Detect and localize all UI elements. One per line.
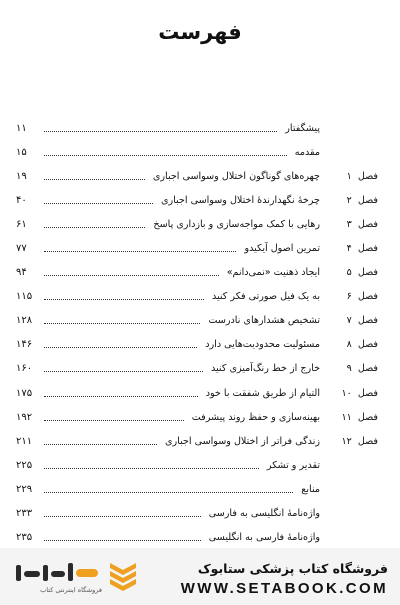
entry-title: مقدمه — [294, 146, 320, 158]
chapter-word: فصل — [357, 243, 378, 255]
page-number: ۱۷۵ — [16, 387, 33, 399]
page-number: ۴۰ — [16, 194, 27, 206]
toc-entry[interactable] — [16, 212, 378, 236]
chapter-label — [320, 171, 378, 182]
toc-entry[interactable] — [16, 140, 378, 164]
dot-leader — [44, 516, 201, 517]
dot-leader — [44, 444, 157, 445]
entry-title: مسئولیت محدودیت‌هایی دارد — [205, 339, 320, 351]
page-number: ۱۲۸ — [16, 315, 33, 327]
table-of-contents — [16, 116, 378, 550]
entry-title: واژه‌نامهٔ فارسی به انگلیسی — [208, 532, 320, 544]
chapter-number: ۶ — [346, 291, 352, 303]
entry-title: چهره‌های گوناگون اختلال وسواسی اجباری — [152, 170, 320, 182]
page-number: ۱۶۰ — [16, 363, 33, 375]
chapter-word: فصل — [357, 194, 378, 206]
entry-title: ایجاد ذهنیت «نمی‌دانم» — [226, 267, 320, 279]
footer-banner — [0, 548, 400, 605]
entry-title: رهایی با کمک مواجه‌سازی و بازداری پاسخ — [153, 218, 320, 230]
dot-leader — [44, 347, 197, 348]
dot-leader — [44, 275, 219, 276]
entry-title: چرخهٔ نگهدارندهٔ اختلال وسواسی اجباری — [160, 194, 320, 206]
page-number: ۱۱ — [16, 122, 27, 134]
chapter-number: ۱۱ — [341, 411, 352, 423]
toc-entry[interactable] — [16, 502, 378, 526]
dot-leader — [44, 227, 145, 228]
toc-entry[interactable] — [16, 381, 378, 405]
dot-leader — [44, 299, 204, 300]
toc-entry[interactable] — [16, 526, 378, 550]
toc-entry[interactable] — [16, 405, 378, 429]
entry-title: تشخیص هشدارهای نادرست — [208, 315, 320, 327]
chapter-number: ۱۰ — [341, 387, 352, 399]
dot-leader — [44, 179, 145, 180]
chapter-label — [320, 388, 378, 399]
chapter-label — [320, 436, 378, 447]
toc-entry[interactable] — [16, 261, 378, 285]
toc-entry[interactable] — [16, 429, 378, 453]
chapter-word: فصل — [357, 218, 378, 230]
dot-leader — [44, 468, 259, 469]
chapter-word: فصل — [357, 267, 378, 279]
page-number: ۲۳۵ — [16, 532, 33, 544]
page-number: ۱۱۵ — [16, 291, 33, 303]
entry-title: تقدیر و تشکر — [266, 459, 320, 471]
toc-entry[interactable] — [16, 333, 378, 357]
page-number: ۱۵ — [16, 146, 27, 158]
entry-title: به یک فیل صورتی فکر کنید — [211, 291, 320, 303]
toc-entry[interactable] — [16, 309, 378, 333]
chapter-word: فصل — [357, 363, 378, 375]
dot-leader — [44, 420, 184, 421]
dot-leader — [44, 155, 287, 156]
chapter-number: ۱۲ — [341, 435, 352, 447]
entry-title: بهینه‌سازی و حفظ روند پیشرفت — [191, 411, 320, 423]
toc-entry[interactable] — [16, 188, 378, 212]
chapter-number: ۷ — [346, 315, 352, 327]
page-title: فهرست — [158, 20, 242, 44]
chapter-number: ۴ — [346, 243, 352, 255]
chapter-word: فصل — [357, 339, 378, 351]
setabook-logo — [10, 557, 160, 597]
chapter-label — [320, 412, 378, 423]
toc-entry[interactable] — [16, 116, 378, 140]
entry-title: منابع — [301, 483, 320, 495]
chapter-label — [320, 363, 378, 374]
page-number: ۱۴۶ — [16, 339, 33, 351]
entry-title: زندگی فراتر از اختلال وسواسی اجباری — [164, 435, 320, 447]
page-number: ۲۱۱ — [16, 435, 33, 447]
chapter-number: ۹ — [346, 363, 352, 375]
entry-title: پیشگفتار — [285, 122, 320, 134]
dot-leader — [44, 492, 293, 493]
chapter-word: فصل — [357, 387, 378, 399]
page-number: ۱۹۲ — [16, 411, 33, 423]
chapter-label — [320, 291, 378, 302]
chapter-number: ۱ — [346, 170, 352, 182]
page-number: ۹۴ — [16, 267, 27, 279]
dot-leader — [44, 203, 153, 204]
chapter-word: فصل — [357, 291, 378, 303]
dot-leader — [44, 131, 277, 132]
chapter-number: ۵ — [346, 267, 352, 279]
shop-name: فروشگاه کتاب پزشکی ستابوک — [197, 561, 388, 576]
shop-url[interactable]: WWW.SETABOOK.COM — [180, 580, 388, 597]
chapter-label — [320, 219, 378, 230]
page-number: ۶۱ — [16, 218, 27, 230]
chapter-word: فصل — [357, 315, 378, 327]
toc-entry[interactable] — [16, 453, 378, 477]
entry-title: خارج از خط رنگ‌آمیزی کنید — [211, 363, 320, 375]
chapter-number: ۳ — [346, 218, 352, 230]
page-number: ۲۳۳ — [16, 508, 33, 520]
chapter-word: فصل — [357, 435, 378, 447]
dot-leader — [44, 371, 203, 372]
toc-entry[interactable] — [16, 285, 378, 309]
page-number: ۷۷ — [16, 243, 27, 255]
toc-entry[interactable] — [16, 477, 378, 501]
chapter-word: فصل — [357, 411, 378, 423]
chapter-label — [320, 195, 378, 206]
dot-leader — [44, 396, 198, 397]
chapter-label — [320, 315, 378, 326]
chapter-number: ۸ — [346, 339, 352, 351]
chapter-label — [320, 339, 378, 350]
dot-leader — [44, 251, 236, 252]
toc-entry[interactable] — [16, 357, 378, 381]
toc-entry[interactable] — [16, 236, 378, 260]
page-number: ۲۲۹ — [16, 483, 33, 495]
page-number: ۱۹ — [16, 170, 27, 182]
toc-entry[interactable] — [16, 164, 378, 188]
entry-title: التیام از طریق شفقت با خود — [205, 387, 320, 399]
chapter-label — [320, 243, 378, 254]
dot-leader — [44, 540, 201, 541]
logo-subtitle: فروشگاه اینترنتی کتاب — [40, 586, 102, 594]
entry-title: واژه‌نامهٔ انگلیسی به فارسی — [208, 508, 320, 520]
chapter-label — [320, 267, 378, 278]
chapter-number: ۲ — [346, 194, 352, 206]
dot-leader — [44, 323, 200, 324]
entry-title: تمرین اصول آیکیدو — [244, 243, 320, 255]
chapter-word: فصل — [357, 170, 378, 182]
page-number: ۲۲۵ — [16, 459, 33, 471]
